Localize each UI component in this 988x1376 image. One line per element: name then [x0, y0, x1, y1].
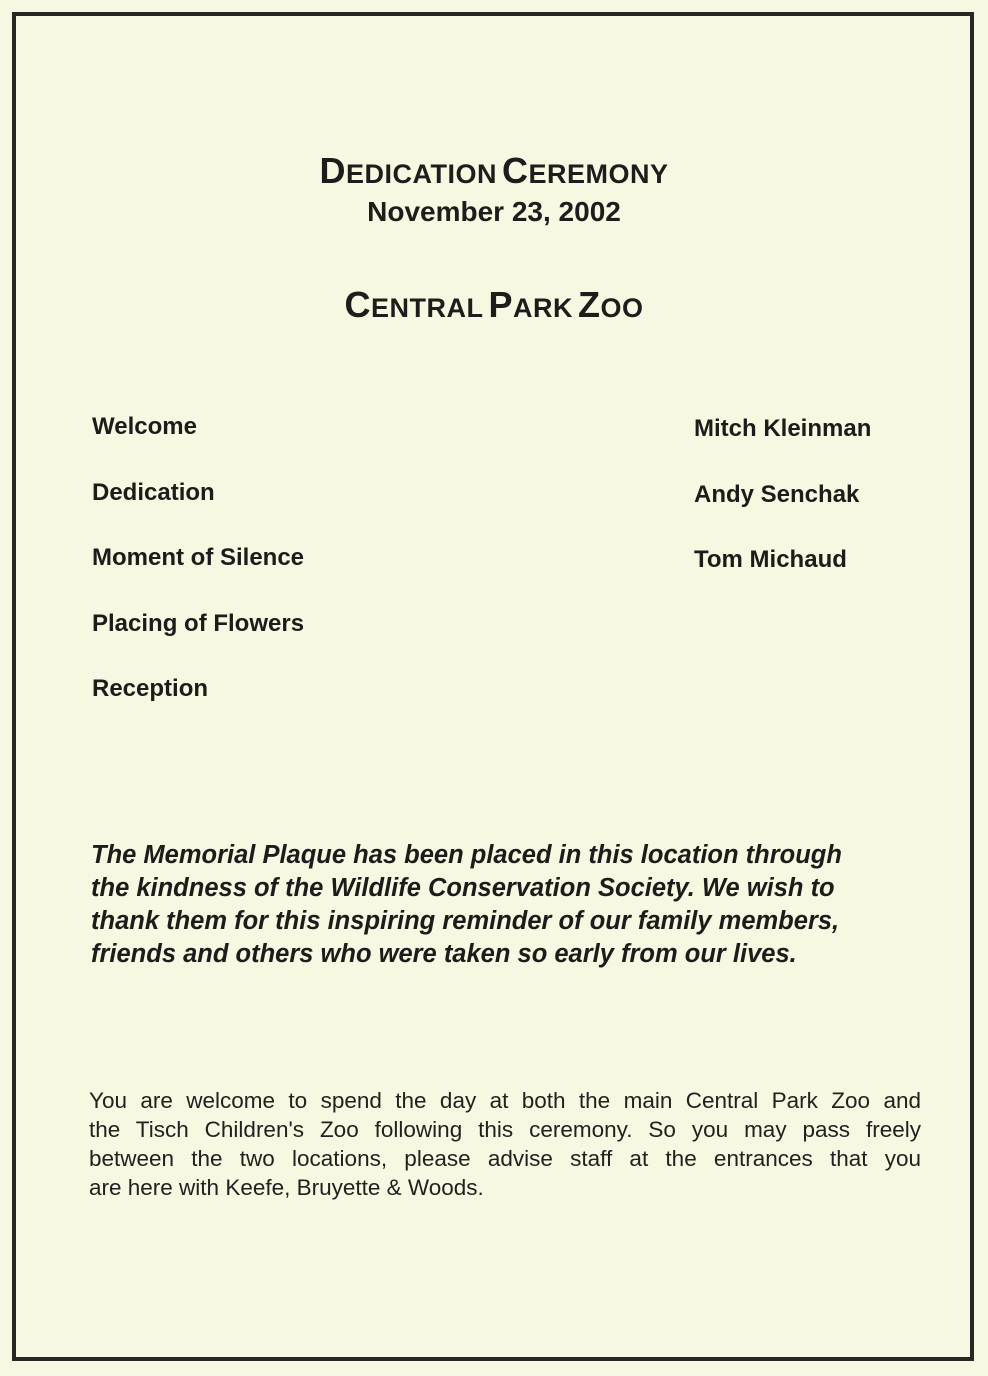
speaker-dedication: Andy Senchak: [694, 481, 860, 508]
program-item-placing-of-flowers: Placing of Flowers: [92, 610, 305, 637]
program-item-moment-of-silence: Moment of Silence: [92, 544, 305, 571]
tribute-line: The Memorial Plaque has been placed in this location through: [91, 841, 842, 869]
program-item-reception: Reception: [92, 675, 209, 702]
notice-line: the Tisch Children's Zoo following this ceremony. So you may pass freely: [89, 1117, 921, 1142]
program-item-dedication: Dedication: [92, 479, 215, 506]
title-word-dedication: DEDICATION: [319, 150, 497, 191]
venue-word-zoo: ZOO: [577, 284, 644, 325]
speaker-moment-of-silence: Tom Michaud: [694, 546, 847, 573]
notice-line: are here with Keefe, Bruyette & Woods.: [89, 1175, 484, 1200]
venue-word-park: PARK: [488, 284, 573, 325]
tribute-line: friends and others who were taken so early from our lives.: [91, 940, 797, 968]
ceremony-title: [0, 150, 988, 192]
tribute-line: thank them for this inspiring reminder of our family members,: [91, 907, 840, 935]
title-word-ceremony: CEREMONY: [501, 150, 669, 191]
venue-word-central: CENTRAL: [344, 284, 484, 325]
notice-line: between the two locations, please advise staff at the entrances that you: [89, 1146, 921, 1171]
notice-line: You are welcome to spend the day at both the main Central Park Zoo and: [89, 1088, 921, 1113]
ceremony-date: November 23, 2002: [367, 196, 621, 227]
program-item-welcome: Welcome: [92, 413, 197, 440]
venue-title: [0, 284, 988, 326]
visitor-notice: [89, 1086, 921, 1202]
speaker-welcome: Mitch Kleinman: [694, 415, 872, 442]
tribute-line: the kindness of the Wildlife Conservation Society. We wish to: [91, 874, 835, 902]
tribute-paragraph: [91, 839, 931, 971]
